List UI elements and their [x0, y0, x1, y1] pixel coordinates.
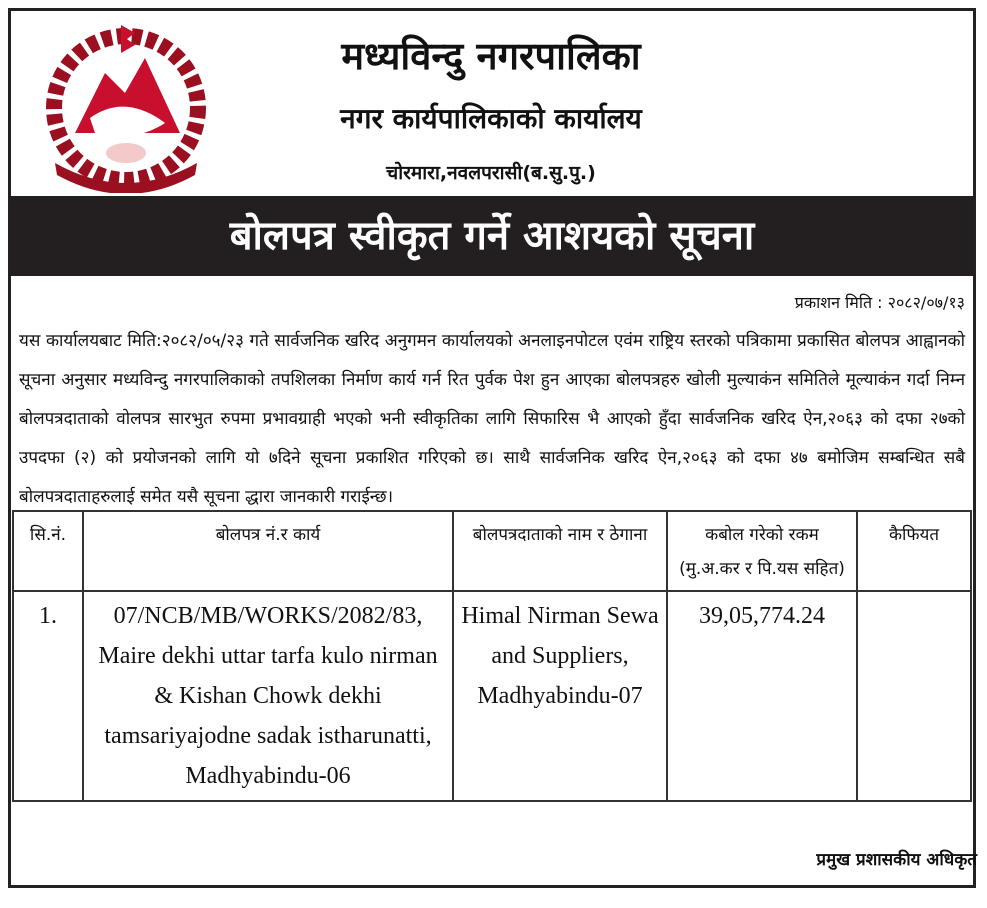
bid-table	[12, 510, 972, 802]
table-header-row	[13, 511, 971, 591]
table-row	[13, 591, 971, 801]
publication-date: प्रकाशन मिति : २०८२/०७/१३	[794, 293, 965, 312]
col-amount: कबोल गरेको रकम (मु.अ.कर र पि.यस सहित)	[667, 511, 857, 591]
cell-bid-work: 07/NCB/MB/WORKS/2082/83, Maire dekhi uttar tarfa kulo nirman & Kishan Chowk dekhi tamsariyajodne sadak istharunatti, Madhyabindu-06	[83, 591, 453, 801]
signatory: प्रमुख प्रशासकीय अधिकृत	[816, 850, 977, 870]
col-bidder: बोलपत्रदाताको नाम र ठेगाना	[453, 511, 667, 591]
office-name: नगर कार्यपालिकाको कार्यालय	[340, 102, 642, 135]
cell-amount: 39,05,774.24	[667, 591, 857, 801]
col-bid-work: बोलपत्र नं.र कार्य	[83, 511, 453, 591]
cell-remarks	[857, 591, 971, 801]
cell-bidder: Himal Nirman Sewa and Suppliers, Madhyabindu-07	[453, 591, 667, 801]
notice-title: बोलपत्र स्वीकृत गर्ने आशयको सूचना	[11, 196, 973, 276]
municipality-name: मध्यविन्दु नगरपालिका	[341, 34, 641, 78]
notice-body: यस कार्यालयबाट मिति:२०८२/०५/२३ गते सार्वजनिक खरिद अनुगमन कार्यालयको अनलाइनपोटल एवंम राष्ट्रिय स्तरको पत्रिकामा प्रकासित बोलपत्र आह्वानको सूचना अनुसार मध्यविन्दु नगरपालिकाको तपशिलका निर्माण कार्य गर्न रित पुर्वक पेश हुन आएका बोलपत्रहरु खोली मुल्याकंन समितिले मूल्याकंन गर्दा निम्न बोलपत्रदाताको वोलपत्र सारभुत रुपमा प्रभावग्राही भएको भनी स्वीकृतिका लागि सिफारिस भै आएको हुँदा सार्वजनिक खरिद ऐन,२०६३ को दफा २७को उपदफा (२) को प्रयोजनको लागि यो ७दिने सूचना प्रकाशित गरिएको छ। साथै सार्वजनिक खरिद ऐन,२०६३ को दफा ४७ बमोजिम सम्बन्धित सबै बोलपत्रदाताहरुलाई समेत यसै सूचना द्धारा जानकारी गराईन्छ।	[19, 331, 965, 507]
letterhead	[11, 11, 973, 194]
office-address: चोरमारा,नवलपरासी(ब.सु.पु.)	[386, 162, 596, 184]
col-serial: सि.नं.	[13, 511, 83, 591]
nepal-emblem-icon	[35, 23, 217, 193]
cell-serial: 1.	[13, 591, 83, 801]
col-remarks: कैफियत	[857, 511, 971, 591]
